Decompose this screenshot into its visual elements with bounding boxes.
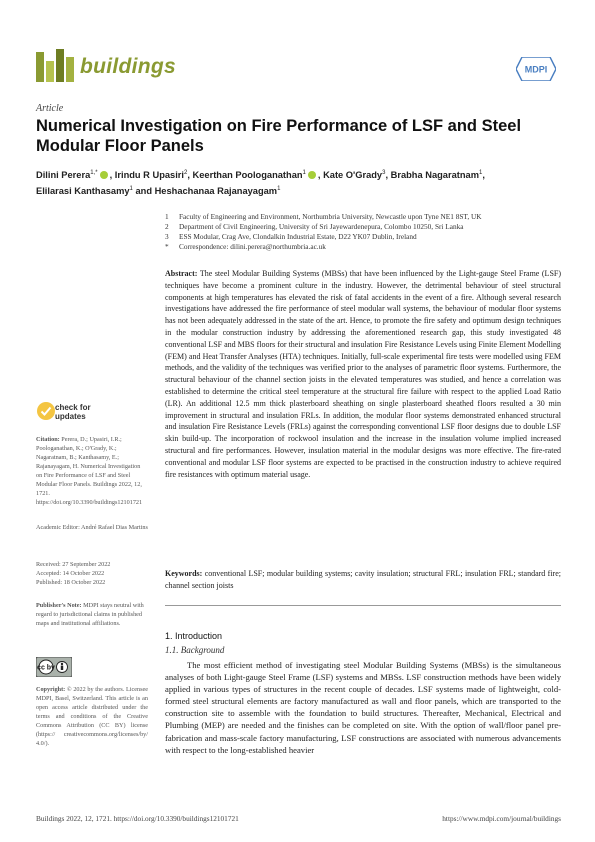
abstract-text: The steel Modular Building Systems (MBSs) that have been influenced by the Light-gauge Steel Frame (LSF) techniques have become a prominent culture in the industry. However, the detrimental behaviour of steel structural components at high temperatures has elevated the risk of fatal accidents in the event of a fire. Although several research investigations have addressed the fire performance of steel modular wall systems, the behaviour of modular floor systems has not been adequately addressed in the state of the art. Hence, to promote the fire safety and optimum design techniques in the modular construction industry by addressing the aforementioned research gap, this study investigated 48 conventional LSF and MBS floors for their structural and insulation Fire Resistance Levels using Finite Element Modelling (FEM) and Heat Transfer Analyses (HTA) techniques. Initially, full-scale experimental fire tests were modelled using FEM methods, and the validity of the techniques was verified prior to the analyses of parametric floor systems. Furthermore, the structural behaviour of the channel section joists in the elevated temperatures was studied, and hence a correlation was established to determine the critical steel temperature at the structural fire failure with respect to the applied Load Ratio (LR). An additional 12.5 mm thick plasterboard sheathing on single plasterboard sheathed floors resulted a 30 min improvement in structural and insulation FRLs. In addition, the modular floor systems demonstrated enhanced structural and insulation Fire Resistance Levels (FRLs) against the corresponding conventional LSF floor designs due to double LSF skin build-up. The incorporation of rockwool insulation and the increase in the insulation volume implied increased structural and fire performances. However, insulation material in the modular designs was more effective. The fire-rated conventional and modular LSF floor systems are expected to be practised in the construction industry to achieve required fire resistances with optimum material usage. bbox=[165, 269, 562, 479]
subsection-title: 1.1. Background bbox=[165, 645, 225, 655]
author-name: Kate O'Grady bbox=[323, 170, 383, 181]
body-paragraph: The most efficient method of investigating steel Modular Building Systems (MBSs) is the simultaneous analyses of both Light-gauge Steel Frame (LSF) systems and MBSs. LSF construction methods have been widely applied in various types of structures in the recent couple of decades. LSF systems made of lightweight, cold-formed steel structural elements are factory manufactured as wall and floor panels, which are transported to the construction site to assemble with the foundation to build structures. Thereafter, Mechanical, Electrical and Plumbing (MEP) are needed and the finishes can be completed on site. With the option of wall/floor panel pre-fabrication and mass-scale factory manufacturing, LSF constructions are associated with numerous advancements with respect to the long-established heavier bbox=[165, 660, 561, 755]
article-title: Numerical Investigation on Fire Performance of LSF and Steel Modular Floor Panels bbox=[36, 117, 522, 155]
affiliations bbox=[165, 212, 575, 252]
section-title: 1. Introduction bbox=[165, 631, 223, 641]
accepted-date: Accepted: 14 October 2022 bbox=[36, 570, 105, 577]
cc-badge-text: cc by bbox=[37, 664, 55, 672]
editor-name: André Rafael Dias Martins bbox=[81, 524, 148, 531]
author-affil: 2 bbox=[184, 170, 188, 176]
author-name: Dilini Perera bbox=[36, 170, 91, 181]
author-name: Brabha Nagaratnam bbox=[390, 170, 479, 181]
journal-logo-icon bbox=[36, 49, 76, 82]
publisher-note-text: MDPI stays neutral with regard to jurisdictional claims in published maps and institutional affiliations. bbox=[36, 602, 144, 627]
publisher-note bbox=[36, 601, 148, 628]
dates-block bbox=[36, 560, 148, 587]
keywords bbox=[165, 568, 561, 592]
check-updates-icon bbox=[36, 401, 56, 421]
copyright-text: © 2022 by the authors. Licensee MDPI, Basel, Switzerland. This article is an open access article distributed under the terms and conditions of the Creative Commons Attribution (CC BY) license (https:// creativecommons.org/licenses/by/ 4.0/). bbox=[36, 686, 148, 747]
abstract-label: Abstract: bbox=[165, 269, 198, 278]
check-updates-label: check for updates bbox=[55, 403, 91, 421]
correspondence: * Correspondence: dilini.perera@northumbria.ac.uk bbox=[165, 242, 326, 251]
author-name: Elilarasi Kanthasamy bbox=[36, 186, 130, 197]
citation-block bbox=[36, 435, 148, 507]
divider bbox=[165, 605, 561, 606]
footer-journal-url[interactable]: https://www.mdpi.com/journal/buildings bbox=[442, 814, 561, 823]
orcid-icon[interactable] bbox=[308, 171, 316, 179]
editor-label: Academic Editor: bbox=[36, 524, 80, 531]
abstract bbox=[165, 268, 561, 480]
author-affil: 1 bbox=[478, 170, 483, 176]
orcid-icon[interactable] bbox=[100, 171, 108, 179]
citation-label: Citation: bbox=[36, 436, 60, 443]
copyright-label: Copyright: bbox=[36, 686, 66, 693]
affiliation-item: 3 ESS Modular, Crag Ave, Clondalkin Industrial Estate, D22 YK07 Dublin, Ireland bbox=[165, 232, 417, 241]
keywords-label: Keywords: bbox=[165, 569, 203, 578]
published-date: Published: 18 October 2022 bbox=[36, 579, 106, 586]
affiliation-item: 1 Faculty of Engineering and Environment, Northumbria University, Newcastle upon Tyne NE1 8ST, UK bbox=[165, 212, 482, 221]
article-type: Article bbox=[36, 103, 64, 114]
author-affil: 1 bbox=[302, 170, 306, 176]
author-name: Irindu R Upasiri bbox=[114, 170, 184, 181]
publisher-note-label: Publisher's Note: bbox=[36, 602, 82, 609]
affiliation-item: 2 Department of Civil Engineering, University of Sri Jayewardenepura, Colombo 10250, Sri Lanka bbox=[165, 222, 464, 231]
citation-text: Perera, D.; Upasiri, I.R.; Poologanathan, K.; O'Grady, K.; Nagaratnam, B.; Kanthasamy, E.; Rajanayagam, H. Numerical Investigation on Fire Performance of LSF and Steel Modular Floor Panels. Buildings 2022, 12, 1721. https://doi.org/10.3390/buildings12101721 bbox=[36, 436, 143, 506]
author-affil: 1 bbox=[277, 186, 281, 193]
author-affil: 3 bbox=[382, 170, 386, 176]
keywords-text: conventional LSF; modular building systems; cavity insulation; structural FRL; insulation FRL; standard fire; channel section joists bbox=[165, 569, 561, 590]
footer-citation[interactable]: Buildings 2022, 12, 1721. https://doi.org/10.3390/buildings12101721 bbox=[36, 814, 239, 823]
author-affil: 1 bbox=[129, 186, 133, 193]
page-footer bbox=[36, 814, 561, 823]
mdpi-logo-icon bbox=[516, 57, 556, 81]
journal-name: buildings bbox=[80, 55, 177, 78]
received-date: Received: 27 September 2022 bbox=[36, 561, 111, 568]
author-name: Heshachanaa Rajanayagam bbox=[154, 186, 278, 197]
check-for-updates-button[interactable] bbox=[36, 401, 98, 427]
academic-editor bbox=[36, 523, 148, 532]
mdpi-logo-text: MDPI bbox=[524, 64, 548, 75]
author-list: Dilini Perera$^{1,*}$ , Irindu R Upasiri$^2$, Keerthan Poologanathan$^1$ , Kate O'Grady$^3$, Brabha Nagaratnam$^1$, Elilarasi Kanthasamy$^1$ and Heshachanaa Rajanayagam$^1$ bbox=[36, 170, 485, 197]
copyright-block bbox=[36, 685, 148, 748]
author-affil: 1,* bbox=[90, 170, 98, 176]
cc-license-icon[interactable] bbox=[36, 657, 72, 677]
author-name: Keerthan Poologanathan bbox=[192, 170, 303, 181]
